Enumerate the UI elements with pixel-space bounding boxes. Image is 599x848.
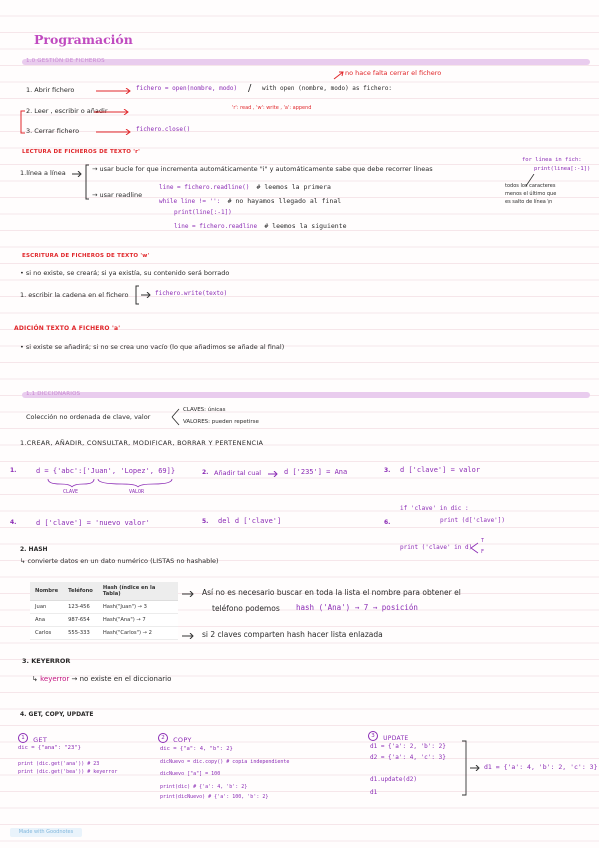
arrow-icon	[96, 88, 134, 94]
hash-note-2: si 2 claves comparten hash hacer lista enlazada	[202, 630, 383, 639]
copy-code: dicNuevo = dic.copy() # copia independiente	[160, 759, 290, 765]
side-note: menos el último que	[505, 191, 557, 197]
table-header: Nombre	[30, 582, 63, 601]
adicion-bullet-text: si existe se añadirá; si no se crea uno vacío (lo que añadimos se añade al final)	[25, 343, 285, 351]
dict-example-2: d ['235'] = Ana	[284, 468, 348, 476]
table-cell: Hash("Juan") → 3	[98, 601, 178, 614]
lectura-option-2: → usar readline	[92, 191, 143, 199]
arrow-icon	[522, 174, 544, 188]
keyerror-line: ↳ keyerror → no existe en el diccionario	[32, 675, 172, 683]
ex-number: 2.	[202, 469, 209, 476]
arrow-icon	[96, 129, 134, 135]
label-clave: CLAVE	[63, 489, 79, 495]
dict-desc: Colección no ordenada de clave, valor	[26, 413, 151, 421]
arrow-icon	[141, 292, 153, 298]
code-with-open: with open (nombre, modo) as fichero:	[262, 85, 393, 92]
escritura-bullet-text: si no existe, se creará; si ya existía, su contenido será borrado	[25, 269, 230, 277]
get-header	[18, 729, 47, 745]
code-comment: # leemos la primera	[256, 183, 331, 191]
dict-example-6a: if 'clave' in dic :	[400, 505, 469, 512]
update-code: d1 = {'a': 2, 'b': 2}	[370, 743, 446, 750]
list-item: 2. Leer , escribir o añadir	[26, 107, 108, 115]
ops-title: 1.CREAR, AÑADIR, CONSULTAR, MODIFICAR, BORRAR Y PERTENENCIA	[20, 439, 264, 447]
side-note: es salto de línea \n	[505, 199, 553, 205]
code-write: fichero.write(texto)	[155, 290, 228, 297]
keyerror-title: 3. KEYERROR	[22, 657, 71, 665]
number-badge: 3	[368, 731, 378, 741]
table-cell: Ana	[30, 614, 63, 627]
arrow-icon	[268, 471, 280, 477]
update-code: d1.update(d2)	[370, 776, 417, 783]
update-result: d1 = {'a': 4, 'b': 2, 'c': 3}	[484, 763, 598, 771]
table-header: Hash (índice en la Tabla)	[98, 582, 178, 601]
false-label: F	[481, 549, 485, 555]
modes-note: 'r': read , 'w': write , 'a': append	[232, 105, 312, 111]
arrow-icon	[333, 70, 345, 80]
ex2-label: Añadir tal cual	[214, 469, 262, 477]
section-heading-lectura: LECTURA DE FICHEROS DE TEXTO 'r'	[22, 149, 140, 155]
list-item: 1. Abrir fichero	[26, 86, 75, 94]
true-label: T	[481, 538, 485, 544]
get-code: print (dic.get('bea')) # keyerror	[18, 769, 118, 775]
code-line	[174, 210, 232, 216]
code-open: fichero = open(nombre, modo)	[136, 85, 238, 92]
keyerror-code: keyerror	[40, 675, 70, 683]
section-band	[22, 59, 590, 65]
arrow-icon	[182, 591, 196, 597]
branch-icon	[470, 541, 480, 555]
table-header: Teléfono	[63, 582, 98, 601]
copy-code: dicNuevo ["a"] = 100	[160, 771, 221, 777]
side-note: todos los caracteres	[505, 183, 556, 189]
separator: /	[248, 83, 252, 94]
side-code: print(linea[:-1])	[534, 166, 591, 172]
bracket-icon	[170, 407, 182, 427]
code-text: while line != '':	[159, 198, 221, 205]
copy-code: print(dicNuevo) # {'a': 100, 'b': 2}	[160, 794, 269, 800]
update-code: d2 = {'a': 4, 'c': 3}	[370, 754, 446, 761]
dict-example-3: d ['clave'] = valor	[400, 466, 481, 474]
code-line	[159, 198, 341, 205]
table-cell: Carlos	[30, 627, 63, 640]
ex-number: 3.	[384, 467, 391, 474]
table-cell: Hash("Ana") → 7	[98, 614, 178, 627]
getcopy-title: 4. GET, COPY, UPDATE	[20, 711, 94, 718]
hash-note-1b: teléfono podemos	[212, 604, 280, 613]
keyerror-desc: no existe en el diccionario	[79, 675, 172, 683]
hash-note-1c: hash ('Ana') → 7 → posición	[296, 603, 418, 612]
section-heading: 1.0 GESTIÓN DE FICHEROS	[26, 58, 105, 64]
ex-number: 6.	[384, 519, 391, 526]
list-item: 3. Cerrar fichero	[26, 127, 80, 135]
label-valor: VALOR	[129, 489, 145, 495]
table-row	[30, 627, 178, 640]
escritura-item: 1. escribir la cadena en el fichero	[20, 291, 129, 299]
code-close: fichero.close()	[136, 126, 191, 133]
table-cell: 555-333	[63, 627, 98, 640]
bracket-icon	[133, 285, 141, 305]
ex-number: 4.	[10, 519, 17, 526]
lectura-option-1-text: usar bucle for que incrementa automáticamente "i" y automáticamente sabe que debe recorrer líneas	[99, 165, 433, 173]
hash-note-1a: Así no es necesario buscar en toda la lista el nombre para obtener el	[202, 588, 461, 597]
dict-example-1: d = {'abc':['Juan', 'Lopez', 69]}	[36, 467, 176, 475]
arrow-icon	[94, 109, 132, 115]
get-code: dic = {"ana": "23"}	[18, 745, 81, 751]
code-line	[159, 184, 331, 191]
section-heading: 1.1 DICCIONARIOS	[26, 391, 81, 397]
ex-number: 5.	[202, 518, 209, 525]
table-cell: 987-654	[63, 614, 98, 627]
escritura-bullet: • si no existe, se creará; si ya existía, su contenido será borrado	[20, 269, 230, 277]
copy-title: COPY	[173, 736, 192, 744]
number-badge: 2	[158, 733, 168, 743]
section-heading-escritura: ESCRITURA DE FICHEROS DE TEXTO 'w'	[22, 253, 150, 259]
hash-title: 2. HASH	[20, 546, 48, 553]
note-no-close: no hace falta cerrar el fichero	[345, 69, 442, 77]
copy-header	[158, 729, 192, 745]
code-text: print(line[:-1])	[174, 209, 232, 216]
dict-example-5: del d ['clave']	[218, 517, 282, 525]
hash-table	[30, 582, 178, 640]
bracket-icon	[83, 164, 91, 200]
update-title: UPDATE	[383, 735, 409, 742]
dict-example-6b: print (d['clave'])	[440, 517, 506, 524]
section-band	[22, 392, 590, 398]
update-code: d1	[370, 789, 378, 796]
table-cell: 123-456	[63, 601, 98, 614]
brace-icon	[46, 478, 176, 488]
footer-badge: Made with Goodnotes	[10, 828, 82, 837]
update-header	[368, 727, 409, 743]
dict-example-4: d ['clave'] = 'nuevo valor'	[36, 519, 150, 527]
get-code: print (dic.get('ana')) # 23	[18, 761, 100, 767]
dict-example-6c: print ('clave' in d)	[400, 544, 473, 551]
get-title: GET	[33, 736, 48, 744]
hash-desc-text: convierte datos en un dato numérico (LISTAS no hashable)	[27, 557, 219, 565]
hash-desc: ↳ convierte datos en un dato numérico (LISTAS no hashable)	[20, 557, 219, 565]
ex-number: 1.	[10, 467, 17, 474]
side-code-title: for línea in fich:	[522, 157, 582, 163]
lectura-option-2-text: usar readline	[99, 191, 143, 199]
copy-code: dic = {"a": 4, "b": 2}	[160, 746, 233, 752]
table-row	[30, 614, 178, 627]
table-row	[30, 601, 178, 614]
dict-valores: VALORES: pueden repetirse	[183, 419, 259, 425]
adicion-bullet: • si existe se añadirá; si no se crea uno vacío (lo que añadimos se añade al final)	[20, 343, 285, 351]
section-heading-adicion: ADICIÓN TEXTO A FICHERO 'a'	[14, 325, 121, 332]
arrow-icon	[182, 633, 196, 639]
bracket-icon	[460, 740, 470, 796]
number-badge: 1	[18, 733, 28, 743]
lectura-label: 1.línea a línea	[20, 169, 66, 177]
dict-claves: CLAVES: únicas	[183, 407, 226, 413]
copy-code: print(dic) # {'a': 4, 'b': 2}	[160, 784, 248, 790]
lectura-option-1: → usar bucle for que incrementa automáticamente "i" y automáticamente sabe que debe recorrer líneas	[92, 165, 433, 173]
page-title: Programación	[34, 32, 133, 47]
code-line	[174, 223, 347, 230]
arrow-icon	[470, 765, 482, 771]
table-cell: Hash("Carlos") → 2	[98, 627, 178, 640]
table-cell: Juan	[30, 601, 63, 614]
code-comment: # leemos la siguiente	[264, 222, 347, 230]
code-comment: # no hayamos llegado al final	[227, 197, 342, 205]
code-text: line = fichero.readline	[174, 223, 258, 230]
code-text: line = fichero.readline()	[159, 184, 250, 191]
